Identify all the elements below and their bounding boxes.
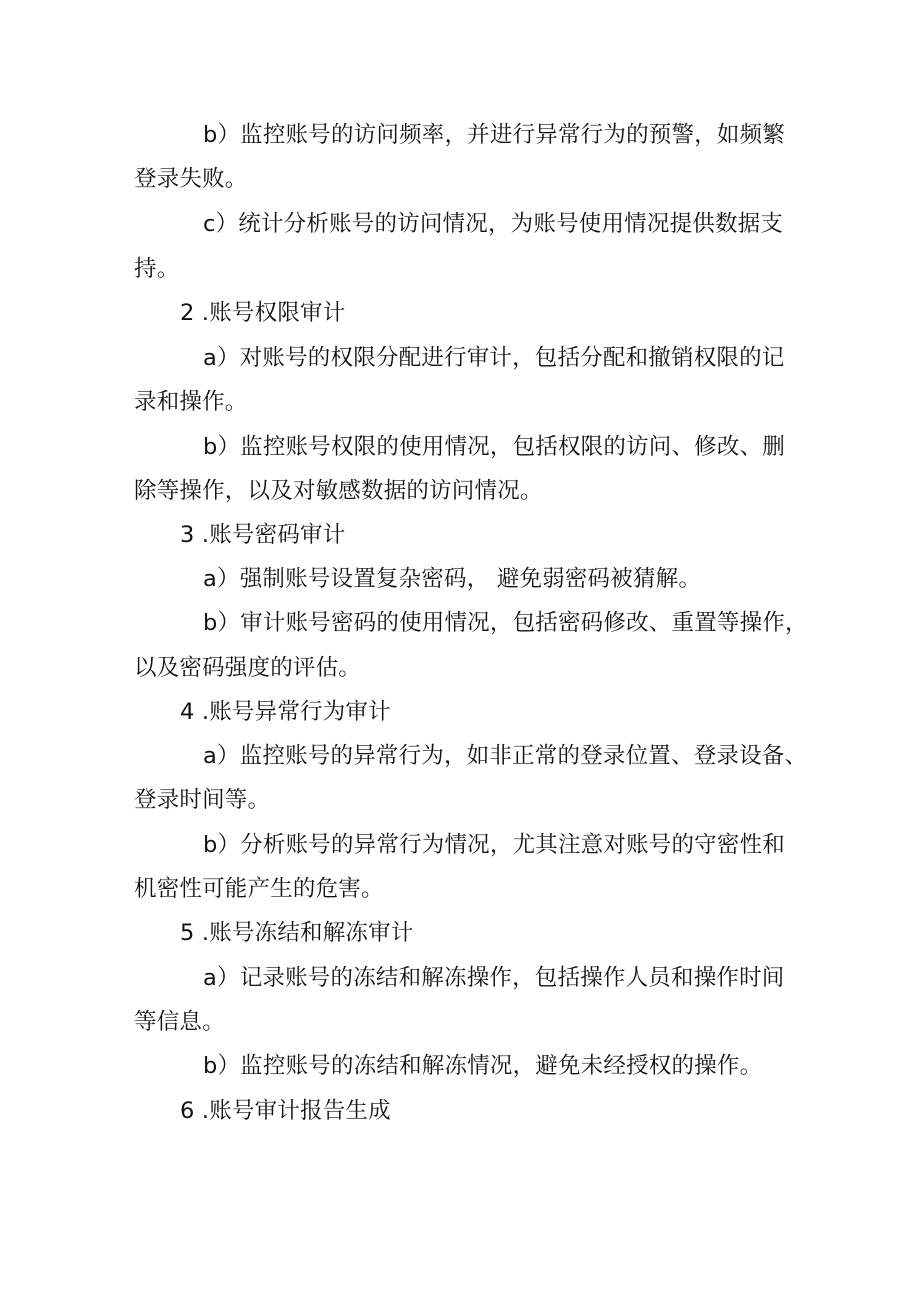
section-heading-3: 3 .账号密码审计 bbox=[180, 522, 346, 548]
section-heading-4: 4 .账号异常行为审计 bbox=[180, 699, 391, 725]
item-b-password-usage-line-2: 以及密码强度的评估。 bbox=[134, 655, 362, 681]
item-a-abnormal-behavior-line-1: a）监控账号的异常行为，如非正常的登录位置、登录设备、 bbox=[203, 743, 808, 769]
item-b-abnormal-analysis-line-2: 机密性可能产生的危害。 bbox=[134, 876, 384, 902]
section-heading-2: 2 .账号权限审计 bbox=[180, 300, 346, 326]
section-heading-5: 5 .账号冻结和解冻审计 bbox=[180, 920, 414, 946]
item-a-abnormal-behavior-line-2: 登录时间等。 bbox=[134, 787, 271, 813]
item-a-password-complexity: a）强制账号设置复杂密码， 避免弱密码被猜解。 bbox=[203, 566, 702, 592]
item-c-statistics-line-1: c）统计分析账号的访问情况，为账号使用情况提供数据支 bbox=[203, 211, 784, 237]
item-b-access-frequency-line-1: b）监控账号的访问频率，并进行异常行为的预警，如频繁 bbox=[203, 122, 785, 148]
item-b-freeze-monitor: b）监控账号的冻结和解冻情况，避免未经授权的操作。 bbox=[203, 1053, 763, 1079]
item-b-abnormal-analysis-line-1: b）分析账号的异常行为情况，尤其注意对账号的守密性和 bbox=[203, 832, 785, 858]
item-a-freeze-record-line-2: 等信息。 bbox=[134, 1009, 225, 1035]
item-a-permission-line-2: 录和操作。 bbox=[134, 389, 248, 415]
item-b-permission-usage-line-1: b）监控账号权限的使用情况，包括权限的访问、修改、删 bbox=[203, 434, 785, 460]
item-b-access-frequency-line-2: 登录失败。 bbox=[134, 166, 248, 192]
section-heading-6: 6 .账号审计报告生成 bbox=[180, 1098, 391, 1124]
item-a-freeze-record-line-1: a）记录账号的冻结和解冻操作，包括操作人员和操作时间 bbox=[203, 965, 785, 991]
item-c-statistics-line-2: 持。 bbox=[134, 256, 180, 282]
item-a-permission-line-1: a）对账号的权限分配进行审计，包括分配和撤销权限的记 bbox=[203, 345, 785, 371]
item-b-permission-usage-line-2: 除等操作，以及对敏感数据的访问情况。 bbox=[134, 478, 543, 504]
item-b-password-usage-line-1: b）审计账号密码的使用情况，包括密码修改、重置等操作， bbox=[203, 610, 808, 636]
